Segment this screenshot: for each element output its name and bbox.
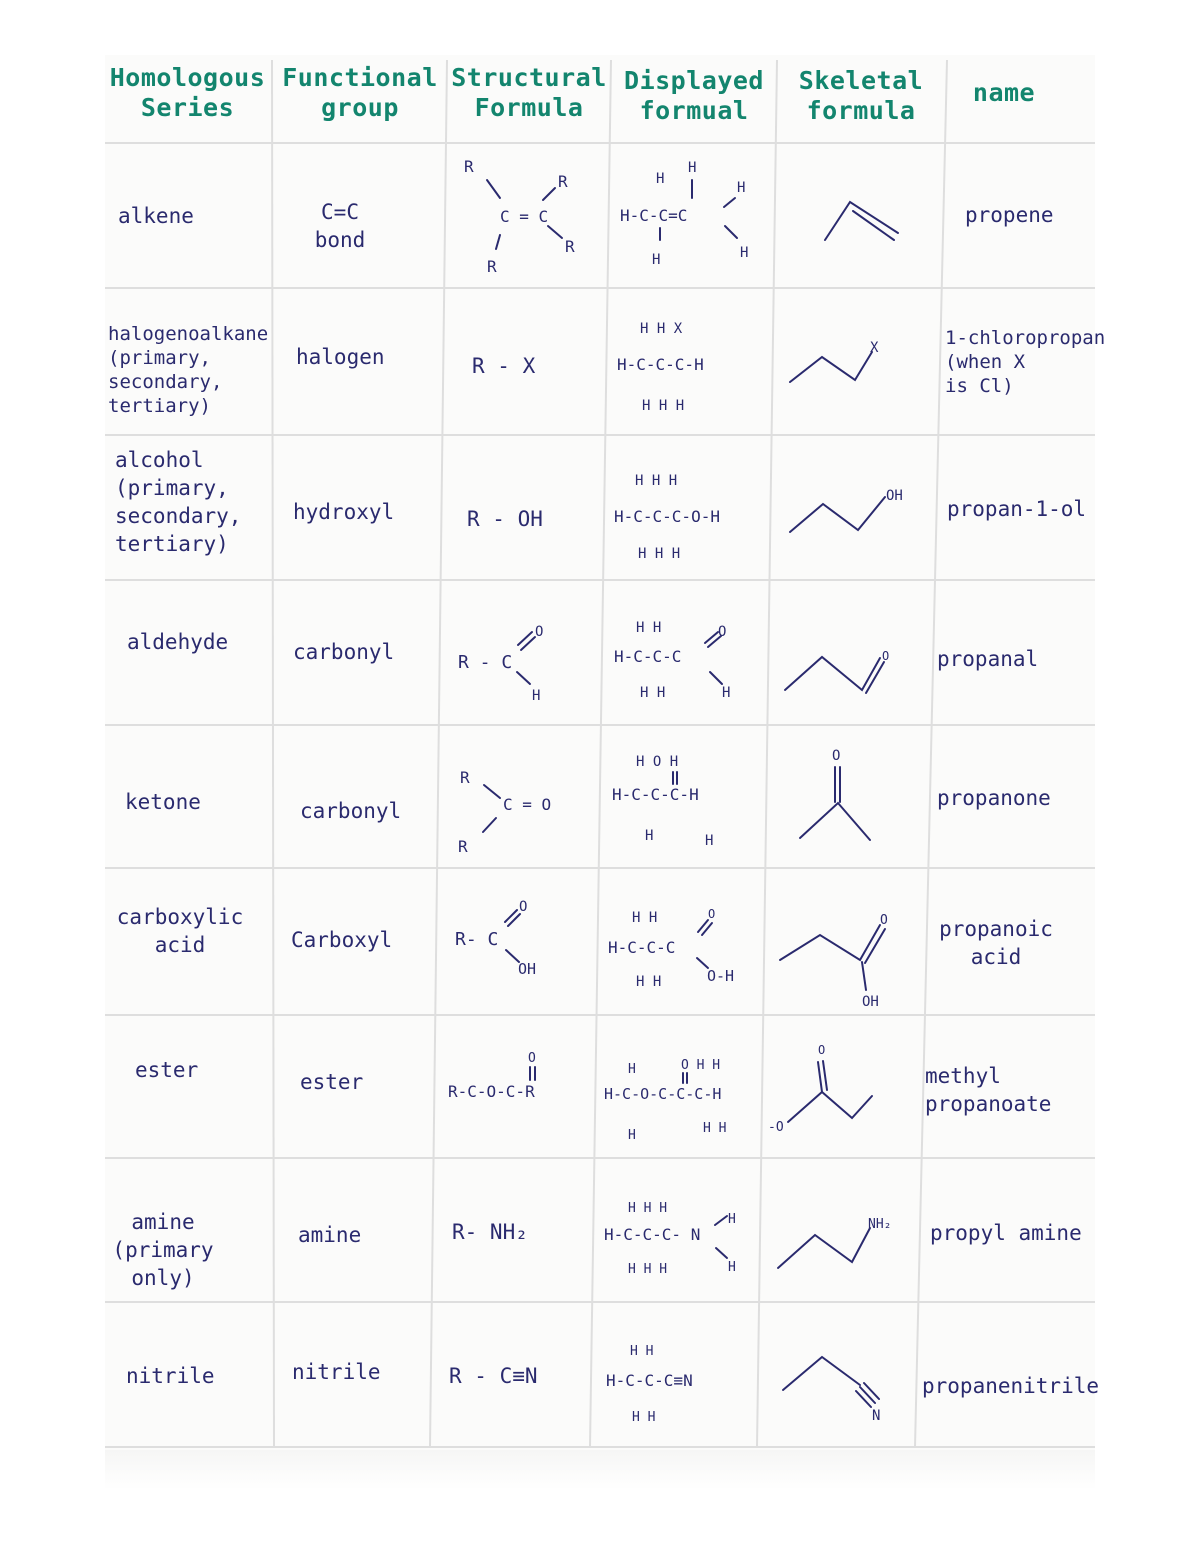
propanal-skeletal — [785, 657, 880, 690]
functional-group-cell: nitrile — [292, 1360, 381, 1384]
series-cell: nitrile — [126, 1364, 215, 1388]
svg-text:H-C-C-C: H-C-C-C — [614, 647, 682, 666]
svg-text:H H: H H — [632, 1410, 656, 1425]
svg-text:O: O — [519, 899, 528, 915]
svg-text:H H H: H H H — [642, 398, 685, 414]
series-cell: ketone — [125, 790, 201, 814]
svg-text:N: N — [872, 1408, 881, 1424]
svg-text:H: H — [628, 1128, 636, 1143]
carboxylic-structural-drawing — [455, 899, 536, 978]
svg-text:R: R — [558, 172, 568, 191]
svg-text:O H H: O H H — [681, 1058, 721, 1073]
header-homologous-series: Homologous Series — [109, 63, 266, 122]
nitrile-displayed-drawing — [606, 1344, 693, 1425]
svg-text:-O: -O — [768, 1120, 784, 1135]
svg-text:H H H: H H H — [628, 1201, 668, 1216]
svg-text:H-C-C-C: H-C-C-C — [608, 938, 676, 957]
aldehyde-structural-drawing — [458, 624, 543, 704]
structural-formula-cell: R - X — [472, 354, 536, 378]
svg-text:H: H — [656, 171, 665, 187]
alkene-displayed-drawing — [620, 160, 748, 268]
svg-text:H: H — [688, 160, 697, 176]
functional-group-cell: carbonyl — [293, 640, 395, 664]
svg-text:H-C-C-C-O-H: H-C-C-C-O-H — [614, 507, 720, 526]
header-displayed-formula: Displayed formual — [624, 66, 764, 125]
svg-text:H H H: H H H — [635, 473, 678, 489]
name-cell: propyl amine — [930, 1221, 1082, 1245]
svg-text:H H: H H — [632, 910, 658, 926]
series-cell: ester — [135, 1058, 199, 1082]
series-cell: alkene — [118, 204, 194, 228]
svg-text:O: O — [708, 907, 716, 921]
alkene-structural-drawing — [464, 157, 575, 276]
svg-text:H O H: H O H — [636, 754, 679, 770]
series-cell: aldehyde — [127, 630, 229, 654]
functional-group-cell: carbonyl — [300, 799, 402, 823]
propanenitrile-skeletal — [783, 1357, 880, 1424]
svg-text:O: O — [718, 624, 727, 640]
svg-text:X: X — [870, 340, 879, 356]
svg-text:H-C-C-C- N: H-C-C-C- N — [604, 1225, 701, 1244]
svg-text:O: O — [528, 1051, 536, 1066]
series-cell: alcohol (primary, secondary, tertiary) — [115, 448, 242, 556]
svg-text:O: O — [832, 748, 841, 764]
ester-displayed-drawing — [604, 1058, 726, 1143]
svg-text:H: H — [532, 688, 541, 704]
propanoic-acid-skeletal — [780, 913, 888, 1010]
name-cell: propene — [965, 203, 1054, 227]
svg-text:O: O — [818, 1043, 826, 1057]
svg-text:R: R — [464, 157, 474, 176]
svg-text:H: H — [705, 833, 714, 849]
svg-text:O-H: O-H — [707, 967, 735, 985]
svg-text:H-C-C-C-H: H-C-C-C-H — [612, 785, 699, 804]
svg-text:O: O — [535, 624, 544, 640]
svg-text:C = O: C = O — [503, 795, 552, 814]
name-cell: 1-chloropropan (when X is Cl) — [945, 327, 1106, 397]
svg-text:H: H — [645, 828, 654, 844]
svg-text:H: H — [628, 1062, 636, 1077]
name-cell: propanoic acid — [939, 917, 1053, 969]
svg-text:H H: H H — [703, 1121, 727, 1136]
functional-group-cell: halogen — [296, 345, 385, 369]
svg-text:O: O — [882, 649, 890, 663]
svg-text:H H: H H — [630, 1344, 654, 1359]
functional-group-cell: C=C bond — [314, 200, 366, 252]
svg-text:R: R — [460, 768, 470, 787]
svg-text:OH: OH — [886, 488, 903, 504]
svg-text:NH₂: NH₂ — [868, 1217, 892, 1232]
svg-text:H: H — [737, 180, 746, 196]
structural-formula-cell: R - OH — [467, 507, 543, 531]
series-cell: amine (primary only) — [112, 1210, 214, 1290]
header-functional-group: Functional group — [282, 63, 438, 122]
structural-formula-cell: R- NH₂ — [452, 1220, 528, 1244]
ketone-structural-drawing — [458, 768, 551, 856]
ester-structural-formula: R-C-O-C-R — [448, 1082, 535, 1101]
header-structural-formula: Structural Formula — [451, 63, 607, 122]
svg-text:H: H — [728, 1212, 736, 1227]
halogenoalkane-skeletal — [790, 352, 872, 382]
methyl-propanoate-skeletal — [768, 1043, 872, 1135]
ketone-displayed-drawing — [612, 754, 713, 849]
svg-text:H: H — [728, 1260, 736, 1275]
svg-text:OH: OH — [862, 994, 879, 1010]
name-cell: propanal — [937, 647, 1039, 671]
carboxylic-displayed-drawing — [608, 907, 734, 990]
propylamine-skeletal — [778, 1217, 891, 1268]
name-cell: propanenitrile — [922, 1374, 1100, 1398]
header-name: name — [972, 78, 1036, 107]
svg-text:H: H — [652, 252, 661, 268]
svg-text:OH: OH — [518, 960, 537, 978]
functional-group-cell: Carboxyl — [291, 928, 393, 952]
svg-text:R: R — [487, 257, 497, 276]
svg-text:R - C: R - C — [458, 652, 513, 673]
svg-text:H: H — [740, 245, 749, 261]
svg-text:R- C: R- C — [455, 929, 499, 950]
svg-text:H-C-C-C≡N: H-C-C-C≡N — [606, 1371, 693, 1390]
alcohol-displayed-drawing — [614, 473, 720, 562]
svg-text:C = C: C = C — [500, 207, 549, 226]
header-skeletal-formula: Skeletal formula — [798, 66, 924, 125]
aldehyde-displayed-drawing — [614, 620, 730, 701]
svg-text:H H H: H H H — [628, 1262, 668, 1277]
functional-group-cell: amine — [298, 1223, 362, 1247]
name-cell: methyl propanoate — [925, 1064, 1052, 1116]
functional-group-cell: hydroxyl — [293, 500, 395, 524]
svg-text:H-C-C=C: H-C-C=C — [620, 206, 688, 225]
svg-text:H: H — [722, 685, 731, 701]
propanone-skeletal — [800, 748, 870, 840]
svg-text:H H: H H — [640, 685, 666, 701]
functional-group-cell: ester — [300, 1070, 364, 1094]
name-cell: propan-1-ol — [947, 497, 1087, 521]
series-cell: carboxylic acid — [116, 905, 244, 957]
series-cell: halogenoalkane (primary, secondary, tertiary) — [108, 323, 269, 417]
svg-text:H H H: H H H — [638, 546, 681, 562]
svg-text:H H: H H — [636, 974, 662, 990]
svg-text:H H: H H — [636, 620, 662, 636]
svg-text:H-C-O-C-C-C-H: H-C-O-C-C-C-H — [604, 1085, 722, 1103]
svg-text:R: R — [458, 837, 468, 856]
halogenoalkane-displayed-drawing — [617, 321, 704, 414]
svg-text:H H X: H H X — [640, 321, 683, 337]
ester-structural-drawing — [528, 1051, 536, 1080]
svg-text:H-C-C-C-H: H-C-C-C-H — [617, 355, 704, 374]
svg-text:R: R — [565, 237, 575, 256]
propanol-skeletal — [790, 497, 885, 532]
structural-formula-cell: R - C≡N — [449, 1364, 538, 1388]
name-cell: propanone — [937, 786, 1051, 810]
svg-text:O: O — [880, 913, 888, 928]
amine-displayed-drawing — [604, 1201, 736, 1277]
